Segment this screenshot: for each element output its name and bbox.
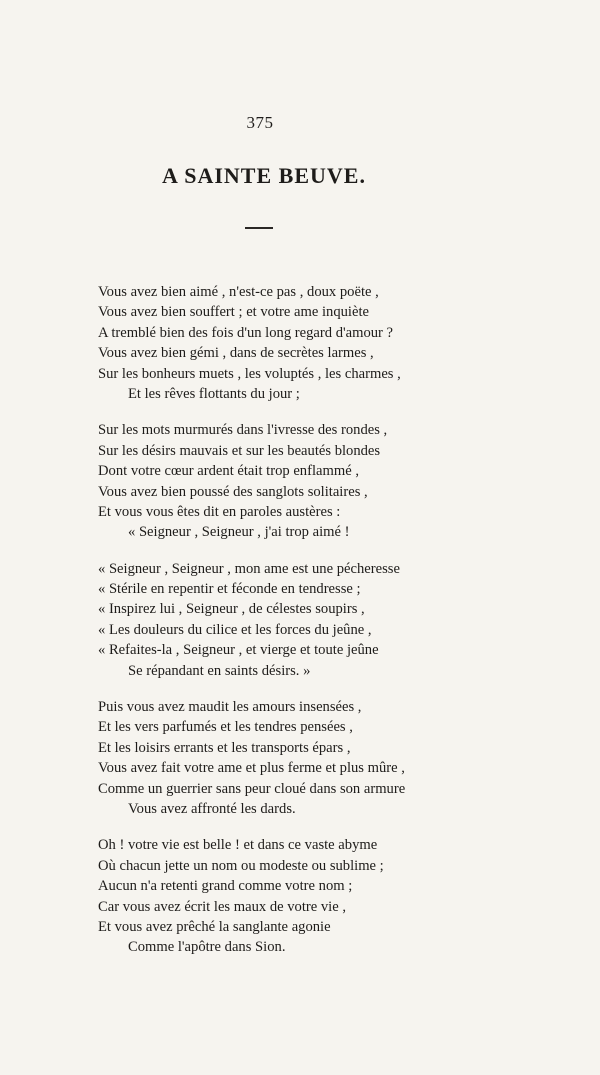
poem-line: « Refaites-la , Seigneur , et vierge et toute jeûne (98, 642, 379, 659)
poem-stanza (98, 697, 538, 819)
poem-stanza (98, 835, 538, 957)
poem-line: « Les douleurs du cilice et les forces du jeûne , (98, 621, 372, 638)
poem-line: Sur les mots murmurés dans l'ivresse des rondes , (98, 422, 388, 439)
poem-line: Car vous avez écrit les maux de votre vie , (98, 898, 347, 915)
poem-line: Aucun n'a retenti grand comme votre nom ; (98, 878, 353, 895)
poem-line: Sur les désirs mauvais et sur les beautés blondes (98, 442, 381, 459)
poem-stanza (98, 282, 538, 404)
poem-line: Se répandant en saints désirs. » (128, 662, 311, 679)
poem-line: Et les loisirs errants et les transports épars , (98, 739, 351, 756)
poem-line: Et les vers parfumés et les tendres pensées , (98, 719, 353, 736)
poem-line: A tremblé bien des fois d'un long regard d'amour ? (98, 324, 394, 341)
poem-line: Vous avez bien poussé des sanglots solitaires , (98, 483, 368, 500)
poem-line: « Stérile en repentir et féconde en tendresse ; (98, 581, 361, 598)
poem-line: Dont votre cœur ardent était trop enflammé , (98, 463, 359, 480)
poem-body (98, 282, 538, 974)
poem-line: Comme l'apôtre dans Sion. (128, 939, 286, 956)
poem-line: Et vous avez prêché la sanglante agonie (98, 918, 331, 935)
poem-line: Sur les bonheurs muets , les voluptés , les charmes , (98, 365, 401, 382)
poem-line: Où chacun jette un nom ou modeste ou sublime ; (98, 857, 384, 874)
poem-line: « Inspirez lui , Seigneur , de célestes soupirs , (98, 601, 365, 618)
poem-line: « Seigneur , Seigneur , j'ai trop aimé ! (128, 524, 350, 541)
title-rule (245, 227, 273, 229)
poem-title: A SAINTE BEUVE. (162, 163, 366, 188)
poem-line: Vous avez bien souffert ; et votre ame inquiète (98, 304, 369, 321)
page-number: 375 (246, 113, 274, 132)
poem-line: Oh ! votre vie est belle ! et dans ce vaste abyme (98, 837, 378, 854)
poem-stanza (98, 420, 538, 542)
poem-line: Vous avez fait votre ame et plus ferme et plus mûre , (98, 760, 405, 777)
poem-line: Vous avez bien aimé , n'est-ce pas , doux poëte , (98, 284, 379, 300)
poem-line: Vous avez bien gémi , dans de secrètes larmes , (98, 345, 374, 362)
poem-line: Et vous vous êtes dit en paroles austères : (98, 503, 341, 520)
poem-line: Vous avez affronté les dards. (128, 800, 296, 817)
poem-line: Et les rêves flottants du jour ; (128, 385, 300, 402)
poem-stanza (98, 559, 538, 681)
poem-line: Puis vous avez maudit les amours insensées , (98, 699, 362, 716)
poem-line: Comme un guerrier sans peur cloué dans son armure (98, 780, 406, 797)
poem-line: « Seigneur , Seigneur , mon ame est une pécheresse (98, 560, 400, 577)
